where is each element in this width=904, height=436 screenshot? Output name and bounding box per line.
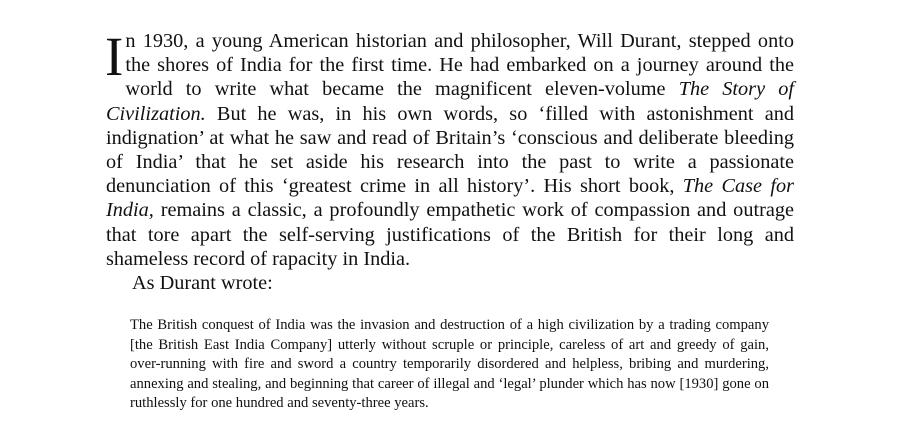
intro-paragraph: [105, 26, 794, 271]
paragraph-text-1: n 1930, a young American historian and philosopher, Will Durant, stepped onto the shores of India for the first time. He had embarked on a journey around the world to write what became the magnificent eleven-volume: [125, 30, 794, 101]
drop-cap: I: [105, 26, 124, 87]
quote-lead-in: As Durant wrote:: [132, 272, 273, 295]
block-quote: The British conquest of India was the invasion and destruction of a high civilization by a trading company [the British East India Company] utterly without scruple or principle, careless of art and greedy of gain, over-running with fire and sword a country temporarily disordered and helpless, bribing and murdering, annexing and stealing, and beginning that career of illegal and ‘legal’ plunder which has now [1930] gone on ruthlessly for one hundred and seventy-three years.: [130, 317, 769, 411]
book-title-case-for-india: The Case for India,: [106, 175, 794, 222]
book-title-story-of-civilization: The Story of Civilization.: [106, 78, 794, 125]
page-body: [105, 26, 794, 295]
paragraph-text-3: remains a classic, a profoundly empathetic work of compassion and outrage that tore apart the self-serving justifications of the British for their long and shameless record of rapacity in India.: [106, 199, 794, 270]
paragraph-text-2: But he was, in his own words, so ‘filled with astonishment and indignation’ at what he saw and read of Britain’s ‘conscious and deliberate bleeding of India’ that he set aside his research into the past to write a passionate denunciation of this ‘greatest crime in all history’. His short book,: [106, 102, 794, 198]
